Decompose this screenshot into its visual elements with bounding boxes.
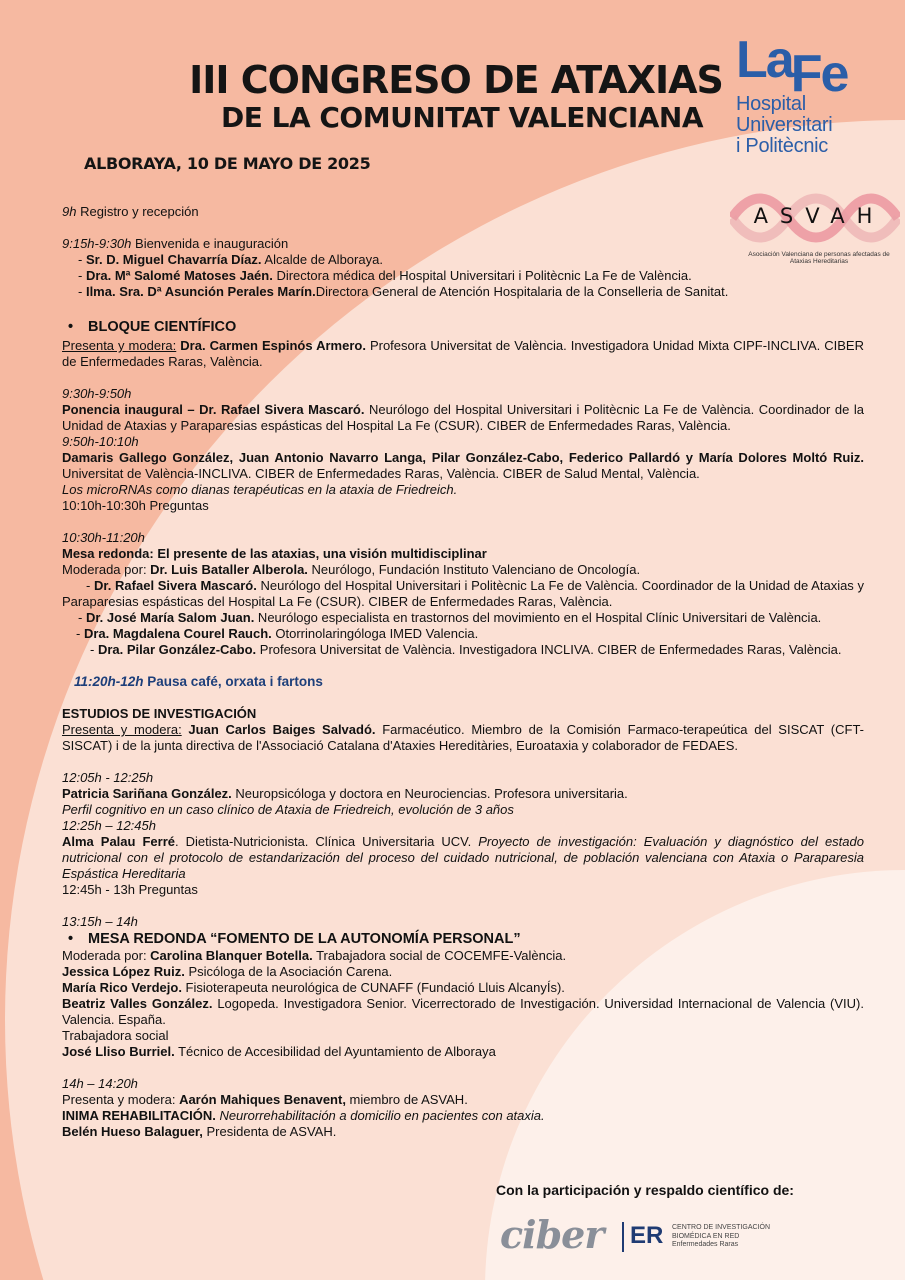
lafe-line-1: Hospital	[736, 93, 806, 115]
estudios-moderator: Presenta y modera: Juan Carlos Baiges Salvadó. Farmacéutico. Miembro de la Comisión Farmaco-terapeútica del SISCAT (CFT-SISCAT) i de la junta directiva de l'Associació Catalana d'Ataxies Hereditàries, Euroataxia y colaborador de FEDAES.	[62, 722, 865, 753]
title-line-1: III CONGRESO DE ATAXIAS	[189, 58, 723, 102]
roundtable-2-panelist-4: Trabajadora social	[62, 1028, 169, 1043]
welcome-line: 9:15h-9:30h Bienvenida e inauguración	[62, 236, 289, 251]
roundtable-2-time: 13:15h – 14h	[62, 914, 138, 929]
roundtable-2-panelist-3: Beatriz Valles González. Logopeda. Investigadora Senior. Vicerrectorado de Investigación. Universidad Internacional de Valencia (VIU). Valencia. España.	[62, 996, 864, 1027]
registration-line: 9h Registro y recepción	[62, 204, 199, 219]
roundtable-1-panelist-1: - Dr. Rafael Sivera Mascaró. Neurólogo del Hospital Universitari i Politècnic La Fe de València. Coordinador de la Unidad de Ataxias y Paraparesias espásticas del Hospital La Fe (CSUR). CIBER de Enfermedades Raras, València.	[62, 578, 864, 609]
welcome-speaker-3: - Ilma. Sra. Dª Asunción Perales Marín.Directora General de Atención Hospitalaria de la Conselleria de Sanitat.	[78, 284, 729, 299]
final-session-time: 14h – 14:20h	[62, 1076, 138, 1091]
estudios-questions: 12:45h - 13h Preguntas	[62, 882, 198, 897]
roundtable-2-moderator: Moderada por: Carolina Blanquer Botella. Trabajadora social de COCEMFE-València.	[62, 948, 567, 963]
estudios-2-time: 12:25h – 12:45h	[62, 818, 156, 833]
ciber-word: ciber	[500, 1212, 604, 1257]
estudios-1-speaker: Patricia Sariñana González. Neuropsicóloga y doctora en Neurociencias. Profesora universitaria.	[62, 786, 628, 801]
ciber-er: ER	[630, 1222, 664, 1249]
bloque-moderator: Presenta y modera: Dra. Carmen Espinós Armero. Profesora Universitat de València. Investigadora Unidad Mixta CIPF-INCLIVA. CIBER de Enfermedades Raras, València.	[62, 338, 864, 369]
title-line-2: DE LA COMUNITAT VALENCIANA	[220, 101, 704, 134]
estudios-2-speaker: Alma Palau Ferré. Dietista-Nutricionista. Clínica Universitaria UCV. Proyecto de investigación: Evaluación y diagnóstico del estado nutricional con el protocolo de estandarización del proceso del cuidado nutricional, de población valenciana con Ataxia o Paraparesia Espástica Hereditaria	[62, 834, 864, 881]
session-1-speaker: Ponencia inaugural – Dr. Rafael Sivera Mascaró. Neurólogo del Hospital Universitari i Politècnic La Fe de València. Coordinador de la Unidad de Ataxias y Paraparesias espásticas del Hospital La Fe (CSUR). CIBER de Enfermedades Raras, València.	[62, 402, 864, 433]
estudios-1-topic: Perfil cognitivo en un caso clínico de Ataxia de Friedreich, evolución de 3 años	[62, 802, 514, 817]
roundtable-1-title: Mesa redonda: El presente de las ataxias, una visión multidisciplinar	[62, 546, 487, 561]
coffee-break: 11:20h-12h Pausa café, orxata i fartons	[74, 674, 323, 689]
roundtable-1-panelist-3: - Dra. Magdalena Courel Rauch. Otorrinolaringóloga IMED Valencia.	[76, 626, 479, 641]
lafe-line-3: i Politècnic	[736, 135, 828, 157]
ciber-divider	[622, 1222, 624, 1252]
session-2-questions: 10:10h-10:30h Preguntas	[62, 498, 209, 513]
session-2-time: 9:50h-10:10h	[62, 434, 139, 449]
section-title-bloque-cientifico: • BLOQUE CIENTÍFICO	[68, 319, 237, 335]
estudios-1-time: 12:05h - 12:25h	[62, 770, 154, 785]
section-title-estudios: ESTUDIOS DE INVESTIGACIÓN	[62, 706, 257, 721]
ciber-caption: CENTRO DE INVESTIGACIÓN BIOMÉDICA EN RED Enfermedades Raras	[672, 1224, 771, 1248]
lafe-fe-text: Fe	[790, 45, 848, 103]
final-session-moderator: Presenta y modera: Aarón Mahiques Benavent, miembro de ASVAH.	[62, 1092, 468, 1107]
roundtable-2-title: • MESA REDONDA “FOMENTO DE LA AUTONOMÍA PERSONAL”	[68, 931, 521, 947]
asvah-caption: Asociación Valenciana de personas afectadas de Ataxias Hereditarias	[748, 251, 890, 265]
roundtable-1-panelist-4: - Dra. Pilar González-Cabo. Profesora Universitat de València. Investigadora INCLIVA. CIBER de Enfermedades Raras, València.	[90, 642, 842, 657]
roundtable-1-time: 10:30h-11:20h	[62, 530, 145, 545]
support-text: Con la participación y respaldo científico de:	[496, 1182, 794, 1198]
welcome-speaker-2: - Dra. Mª Salomé Matoses Jaén. Directora médica del Hospital Universitari i Politècnic La Fe de València.	[78, 268, 692, 283]
final-session-president: Belén Hueso Balaguer, Presidenta de ASVAH.	[62, 1124, 337, 1139]
roundtable-2-panelist-1: Jessica López Ruiz. Psicóloga de la Asociación Carena.	[62, 964, 393, 979]
roundtable-1-moderator: Moderada por: Dr. Luis Bataller Alberola. Neurólogo, Fundación Instituto Valenciano de Oncología.	[62, 562, 641, 577]
asvah-word: ASVAH	[753, 204, 885, 228]
final-session-inima: INIMA REHABILITACIÓN. Neurorrehabilitación a domicilio en pacientes con ataxia.	[62, 1108, 545, 1123]
lafe-line-2: Universitari	[736, 114, 833, 136]
session-1-time: 9:30h-9:50h	[62, 386, 132, 401]
ciber-logo	[500, 1214, 780, 1258]
session-2-speakers: Damaris Gallego González, Juan Antonio Navarro Langa, Pilar González-Cabo, Federico Pallardó y María Dolores Moltó Ruiz. Universitat de València-INCLIVA. CIBER de Enfermedades Raras, València. CIBER de Salud Mental, València.	[62, 450, 864, 481]
lafe-hospital-logo	[736, 31, 849, 157]
roundtable-1-panelist-2: - Dr. José María Salom Juan. Neurólogo especialista en trastornos del movimiento en el Hospital Clínic Universitari de València.	[78, 610, 822, 625]
roundtable-2-panelist-5: José Lliso Burriel. Técnico de Accesibilidad del Ayuntamiento de Alboraya	[62, 1044, 496, 1059]
roundtable-2-panelist-2: María Rico Verdejo. Fisioterapeuta neurológica de CUNAFF (Fundació Lluis AlcanyÍs).	[62, 980, 565, 995]
session-2-topic: Los microRNAs como dianas terapéuticas en la ataxia de Friedreich.	[62, 482, 458, 497]
program-content	[62, 204, 864, 1140]
event-date-location: ALBORAYA, 10 DE MAYO DE 2025	[84, 154, 371, 173]
lafe-la-text: La	[736, 31, 793, 89]
welcome-speaker-1: - Sr. D. Miguel Chavarría Díaz. Alcalde de Alboraya.	[78, 252, 383, 267]
